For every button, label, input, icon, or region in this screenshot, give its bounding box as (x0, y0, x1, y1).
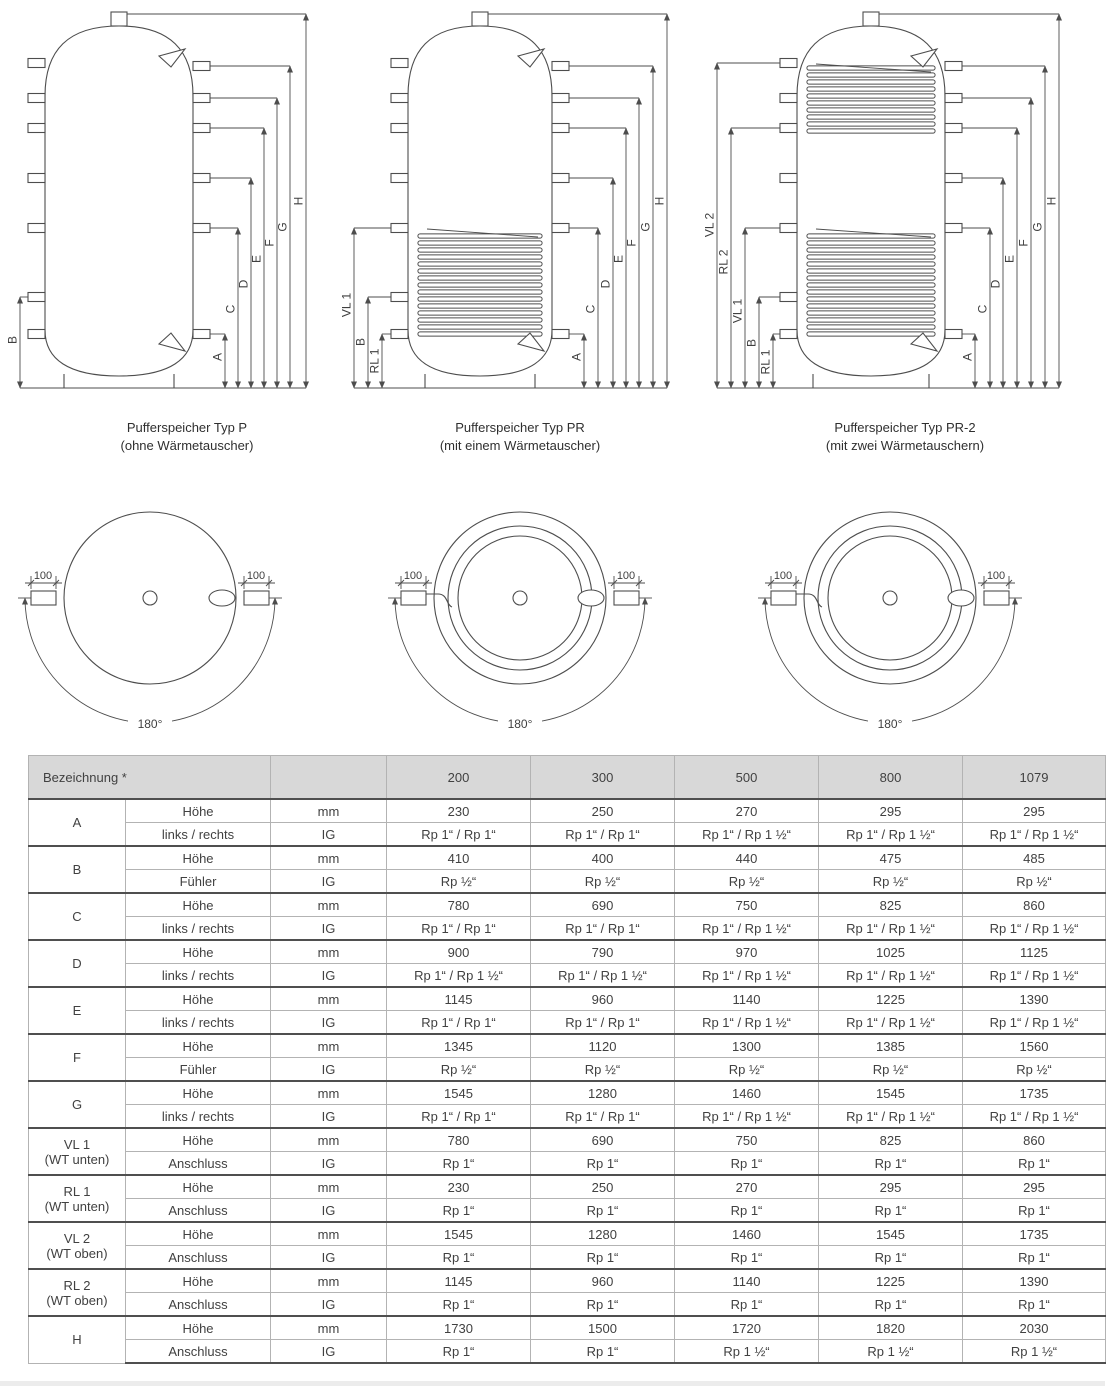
row-unit: mm (271, 987, 387, 1011)
row-group-name: B (29, 846, 126, 893)
cell-value: 1720 (675, 1316, 819, 1340)
cell-value: 1545 (387, 1081, 531, 1105)
top-connection-cap (472, 12, 488, 26)
cell-value: Rp 1“ / Rp 1 ½“ (531, 964, 675, 988)
dim-label-a: A (210, 352, 225, 362)
cell-value: 780 (387, 1128, 531, 1152)
cell-value: Rp 1“ / Rp 1 ½“ (963, 917, 1106, 941)
dim-label-c: C (223, 304, 238, 314)
cell-value: Rp ½“ (675, 870, 819, 894)
row-unit: mm (271, 1128, 387, 1152)
cell-value: Rp 1“ / Rp 1 ½“ (963, 1105, 1106, 1129)
cell-value: 790 (531, 940, 675, 964)
cell-value: Rp ½“ (387, 870, 531, 894)
row-label: Fühler (126, 870, 271, 894)
cell-value: 1545 (819, 1222, 963, 1246)
table-row (29, 1152, 1106, 1176)
cell-value: Rp 1“ / Rp 1 ½“ (819, 1011, 963, 1035)
cell-value: Rp 1“ / Rp 1 ½“ (675, 1105, 819, 1129)
cell-value: Rp ½“ (819, 870, 963, 894)
dim-label-f: F (262, 239, 277, 247)
cell-value: 1820 (819, 1316, 963, 1340)
cell-value: Rp 1“ (675, 1246, 819, 1270)
angle-label: 180° (507, 717, 533, 731)
dim-label-f: F (624, 239, 639, 247)
cell-value: Rp 1“ (819, 1199, 963, 1223)
row-group-name: G (29, 1081, 126, 1128)
row-label: Anschluss (126, 1246, 271, 1270)
row-label: Anschluss (126, 1293, 271, 1317)
cell-value: 2030 (963, 1316, 1106, 1340)
row-unit: IG (271, 917, 387, 941)
dim-label-h: H (1044, 196, 1059, 206)
row-group-name: C (29, 893, 126, 940)
dim-label-vl1: VL 1 (339, 292, 354, 318)
cell-value: Rp 1“ (387, 1152, 531, 1176)
cell-value: Rp 1 ½“ (963, 1340, 1106, 1364)
cell-value: Rp 1“ / Rp 1 ½“ (675, 1011, 819, 1035)
cell-value: 1390 (963, 1269, 1106, 1293)
cell-value: Rp 1 ½“ (675, 1340, 819, 1364)
cell-value: Rp 1“ (531, 1340, 675, 1364)
row-label: links / rechts (126, 964, 271, 988)
cell-value: Rp ½“ (387, 1058, 531, 1082)
cell-value: 1140 (675, 987, 819, 1011)
row-unit: IG (271, 1105, 387, 1129)
cell-value: Rp 1“ / Rp 1“ (387, 917, 531, 941)
dim-label-g: G (275, 222, 290, 232)
dim-100-right: 100 (246, 570, 266, 582)
table-row (29, 964, 1106, 988)
row-label: Höhe (126, 1222, 271, 1246)
dimension-table (28, 755, 1106, 1364)
dim-label-e: E (1002, 254, 1017, 264)
table-row (29, 1058, 1106, 1082)
row-unit: IG (271, 823, 387, 847)
row-label: Höhe (126, 1269, 271, 1293)
caption-title: Pufferspeicher Typ PR (455, 420, 585, 435)
dim-label-g: G (1030, 222, 1045, 232)
cell-value: 1545 (819, 1081, 963, 1105)
table-row (29, 1034, 1106, 1058)
dim-label-b: B (744, 338, 759, 348)
dim-label-e: E (611, 254, 626, 264)
table-row (29, 1175, 1106, 1199)
row-label: Höhe (126, 1081, 271, 1105)
cell-value: Rp 1“ / Rp 1“ (387, 1105, 531, 1129)
dim-label-e: E (249, 254, 264, 264)
table-header-size-300: 300 (531, 756, 675, 800)
cell-value: 1735 (963, 1222, 1106, 1246)
cell-value: 1385 (819, 1034, 963, 1058)
dim-label-d: D (236, 279, 251, 289)
table-row (29, 870, 1106, 894)
topview-typ-p (15, 486, 315, 744)
table-row (29, 987, 1106, 1011)
cell-value: Rp 1“ / Rp 1“ (531, 917, 675, 941)
cell-value: 1500 (531, 1316, 675, 1340)
cell-value: 1345 (387, 1034, 531, 1058)
row-unit: IG (271, 1293, 387, 1317)
dim-label-rl1: RL 1 (367, 348, 382, 374)
cell-value: Rp 1“ / Rp 1 ½“ (819, 1105, 963, 1129)
row-label: Höhe (126, 1316, 271, 1340)
caption-subtitle: (ohne Wärmetauscher) (120, 438, 254, 453)
cell-value: 1300 (675, 1034, 819, 1058)
table-row (29, 799, 1106, 823)
cell-value: 295 (963, 799, 1106, 823)
row-group-name: D (29, 940, 126, 987)
table-row (29, 1293, 1106, 1317)
cell-value: Rp ½“ (819, 1058, 963, 1082)
cell-value: 1735 (963, 1081, 1106, 1105)
cell-value: 960 (531, 1269, 675, 1293)
cell-value: Rp 1“ (819, 1246, 963, 1270)
tank-body (45, 12, 193, 388)
cell-value: 1280 (531, 1222, 675, 1246)
row-label: Höhe (126, 1128, 271, 1152)
dim-100-left: 100 (33, 570, 53, 582)
caption-subtitle: (mit zwei Wärmetauschern) (825, 438, 985, 453)
table-header-size-500: 500 (675, 756, 819, 800)
cell-value: Rp 1“ (531, 1293, 675, 1317)
row-label: links / rechts (126, 1105, 271, 1129)
row-label: Höhe (126, 1034, 271, 1058)
table-row (29, 846, 1106, 870)
sensor-well (209, 590, 235, 606)
caption-title: Pufferspeicher Typ P (126, 420, 248, 435)
cell-value: 1460 (675, 1222, 819, 1246)
topview-typ-pr (385, 486, 685, 744)
table-header-size-1079: 1079 (963, 756, 1106, 800)
sensor-well (948, 590, 974, 606)
cell-value: Rp 1“ / Rp 1 ½“ (819, 823, 963, 847)
dim-label-h: H (652, 196, 667, 206)
cell-value: Rp ½“ (963, 870, 1106, 894)
row-unit: mm (271, 1175, 387, 1199)
cell-value: 400 (531, 846, 675, 870)
cell-value: 1390 (963, 987, 1106, 1011)
cell-value: 750 (675, 1128, 819, 1152)
row-unit: mm (271, 1316, 387, 1340)
page-edge-shadow (0, 1381, 1105, 1386)
row-unit: IG (271, 1199, 387, 1223)
cell-value: 410 (387, 846, 531, 870)
row-group-name: E (29, 987, 126, 1034)
dim-label-g: G (638, 222, 653, 232)
caption-subtitle: (mit einem Wärmetauscher) (439, 438, 601, 453)
cell-value: Rp 1“ (387, 1199, 531, 1223)
cell-value: Rp 1“ / Rp 1 ½“ (675, 823, 819, 847)
cell-value: Rp 1“ / Rp 1“ (531, 1105, 675, 1129)
table-row (29, 1199, 1106, 1223)
cell-value: 250 (531, 1175, 675, 1199)
dim-label-rl2: RL 2 (716, 249, 731, 275)
table-row (29, 940, 1106, 964)
top-connection-cap (111, 12, 127, 26)
cell-value: Rp 1“ / Rp 1 ½“ (387, 964, 531, 988)
table-row (29, 917, 1106, 941)
cell-value: 250 (531, 799, 675, 823)
cell-value: Rp 1“ / Rp 1“ (387, 823, 531, 847)
left-nozzles (391, 59, 408, 339)
table-row (29, 893, 1106, 917)
cell-value: Rp 1“ / Rp 1“ (531, 823, 675, 847)
row-unit: mm (271, 1269, 387, 1293)
table-row (29, 1246, 1106, 1270)
dim-label-b: B (5, 335, 20, 345)
cell-value: 270 (675, 1175, 819, 1199)
caption-title: Pufferspeicher Typ PR-2 (834, 420, 976, 435)
row-unit: IG (271, 964, 387, 988)
cell-value: 295 (819, 1175, 963, 1199)
caption-typ-pr (370, 419, 670, 455)
caption-typ-p (37, 419, 337, 455)
cell-value: Rp 1“ (819, 1293, 963, 1317)
cell-value: 270 (675, 799, 819, 823)
cell-value: 1560 (963, 1034, 1106, 1058)
dim-label-d: D (598, 279, 613, 289)
cell-value: 690 (531, 1128, 675, 1152)
dim-label-d: D (988, 279, 1003, 289)
dim-label-vl2: VL 2 (702, 212, 717, 238)
drawing-typ-pr2 (690, 0, 1116, 410)
table-row (29, 1105, 1106, 1129)
table-header-size-800: 800 (819, 756, 963, 800)
cell-value: 825 (819, 893, 963, 917)
cell-value: Rp 1“ / Rp 1 ½“ (963, 964, 1106, 988)
row-label: Anschluss (126, 1152, 271, 1176)
dim-100-right: 100 (616, 570, 636, 582)
row-unit: mm (271, 1034, 387, 1058)
row-unit: IG (271, 1246, 387, 1270)
right-nozzles (193, 62, 210, 339)
row-label: Höhe (126, 799, 271, 823)
cell-value: 485 (963, 846, 1106, 870)
cell-value: Rp 1“ / Rp 1 ½“ (675, 964, 819, 988)
dim-100-left: 100 (403, 570, 423, 582)
sensor-well (578, 590, 604, 606)
cell-value: 1140 (675, 1269, 819, 1293)
right-nozzles (552, 62, 569, 339)
cell-value: 750 (675, 893, 819, 917)
cell-value: Rp 1“ / Rp 1 ½“ (675, 917, 819, 941)
row-label: Höhe (126, 987, 271, 1011)
cell-value: 690 (531, 893, 675, 917)
cell-value: Rp 1“ (675, 1152, 819, 1176)
cell-value: Rp ½“ (531, 870, 675, 894)
cell-value: 1460 (675, 1081, 819, 1105)
cell-value: 295 (819, 799, 963, 823)
topview-typ-pr2 (755, 486, 1055, 744)
caption-typ-pr2 (755, 419, 1055, 455)
cell-value: 970 (675, 940, 819, 964)
cell-value: Rp 1“ (531, 1199, 675, 1223)
cell-value: Rp 1“ (963, 1152, 1106, 1176)
cell-value: 960 (531, 987, 675, 1011)
cell-value: 1145 (387, 1269, 531, 1293)
cell-value: 295 (963, 1175, 1106, 1199)
cell-value: Rp 1“ / Rp 1 ½“ (963, 1011, 1106, 1035)
table-row (29, 1222, 1106, 1246)
row-unit: IG (271, 1340, 387, 1364)
row-unit: IG (271, 1058, 387, 1082)
cell-value: Rp 1“ (531, 1152, 675, 1176)
cell-value: Rp 1“ / Rp 1 ½“ (819, 964, 963, 988)
cell-value: Rp 1 ½“ (819, 1340, 963, 1364)
angle-label: 180° (877, 717, 903, 731)
row-unit: mm (271, 846, 387, 870)
row-unit: IG (271, 1011, 387, 1035)
table-row (29, 1269, 1106, 1293)
drawing-typ-pr (330, 0, 690, 410)
table-row (29, 823, 1106, 847)
drawing-typ-p (0, 0, 330, 410)
table-row (29, 1081, 1106, 1105)
cell-value: 860 (963, 1128, 1106, 1152)
row-label: Höhe (126, 1175, 271, 1199)
table-row (29, 1011, 1106, 1035)
row-label: Höhe (126, 893, 271, 917)
cell-value: 230 (387, 1175, 531, 1199)
cell-value: Rp 1“ (963, 1293, 1106, 1317)
cell-value: 1225 (819, 987, 963, 1011)
cell-value: Rp 1“ (387, 1293, 531, 1317)
left-nozzles (28, 59, 45, 339)
row-label: Höhe (126, 940, 271, 964)
cell-value: Rp 1“ (963, 1199, 1106, 1223)
row-label: Fühler (126, 1058, 271, 1082)
cell-value: Rp 1“ / Rp 1“ (387, 1011, 531, 1035)
row-group-name: F (29, 1034, 126, 1081)
cell-value: 1730 (387, 1316, 531, 1340)
table-row (29, 1128, 1106, 1152)
dim-label-f: F (1016, 239, 1031, 247)
row-group-name: VL 2 (WT oben) (29, 1222, 126, 1269)
cell-value: 1125 (963, 940, 1106, 964)
cell-value: Rp 1“ (819, 1152, 963, 1176)
row-unit: mm (271, 940, 387, 964)
dim-label-a: A (960, 352, 975, 362)
cell-value: Rp 1“ / Rp 1 ½“ (819, 917, 963, 941)
table-header-unit (271, 756, 387, 800)
row-unit: IG (271, 870, 387, 894)
dim-label-b: B (353, 337, 368, 347)
row-label: Anschluss (126, 1340, 271, 1364)
table-row (29, 1340, 1106, 1364)
cell-value: Rp ½“ (675, 1058, 819, 1082)
cell-value: 475 (819, 846, 963, 870)
cell-value: 1145 (387, 987, 531, 1011)
cell-value: 860 (963, 893, 1106, 917)
cell-value: Rp 1“ (387, 1246, 531, 1270)
cell-value: Rp 1“ (387, 1340, 531, 1364)
cell-value: Rp 1“ (531, 1246, 675, 1270)
cell-value: Rp 1“ (675, 1293, 819, 1317)
dimension-table-body (29, 799, 1106, 1363)
row-group-name: RL 1 (WT unten) (29, 1175, 126, 1222)
cell-value: Rp 1“ / Rp 1“ (531, 1011, 675, 1035)
dim-label-h: H (291, 196, 306, 206)
dim-label-vl1: VL 1 (730, 298, 745, 324)
row-label: links / rechts (126, 823, 271, 847)
cell-value: Rp 1“ (963, 1246, 1106, 1270)
cell-value: 780 (387, 893, 531, 917)
row-unit: mm (271, 1222, 387, 1246)
top-connection-cap (863, 12, 879, 26)
row-group-name: H (29, 1316, 126, 1363)
right-nozzles (945, 62, 962, 339)
dim-100-left: 100 (773, 570, 793, 582)
row-label: Anschluss (126, 1199, 271, 1223)
angle-label: 180° (137, 717, 163, 731)
cell-value: 1120 (531, 1034, 675, 1058)
table-row (29, 1316, 1106, 1340)
cell-value: 1280 (531, 1081, 675, 1105)
cell-value: Rp 1“ (675, 1199, 819, 1223)
row-label: Höhe (126, 846, 271, 870)
cell-value: 1025 (819, 940, 963, 964)
table-header-bezeichnung: Bezeichnung * (29, 756, 271, 800)
cell-value: 1545 (387, 1222, 531, 1246)
row-unit: mm (271, 1081, 387, 1105)
row-label: links / rechts (126, 1011, 271, 1035)
cell-value: Rp 1“ / Rp 1 ½“ (963, 823, 1106, 847)
row-unit: mm (271, 893, 387, 917)
row-group-name: A (29, 799, 126, 846)
cell-value: Rp ½“ (531, 1058, 675, 1082)
dim-label-c: C (975, 304, 990, 314)
left-nozzles (780, 59, 797, 339)
dim-label-a: A (569, 352, 584, 362)
row-group-name: VL 1 (WT unten) (29, 1128, 126, 1175)
cell-value: Rp ½“ (963, 1058, 1106, 1082)
dim-label-c: C (583, 304, 598, 314)
cell-value: 440 (675, 846, 819, 870)
row-unit: mm (271, 799, 387, 823)
cell-value: 230 (387, 799, 531, 823)
row-label: links / rechts (126, 917, 271, 941)
cell-value: 1225 (819, 1269, 963, 1293)
cell-value: 825 (819, 1128, 963, 1152)
dim-100-right: 100 (986, 570, 1006, 582)
row-group-name: RL 2 (WT oben) (29, 1269, 126, 1316)
table-header-size-200: 200 (387, 756, 531, 800)
table-header-row (29, 756, 1106, 800)
cell-value: 900 (387, 940, 531, 964)
row-unit: IG (271, 1152, 387, 1176)
dim-label-rl1: RL 1 (758, 349, 773, 375)
